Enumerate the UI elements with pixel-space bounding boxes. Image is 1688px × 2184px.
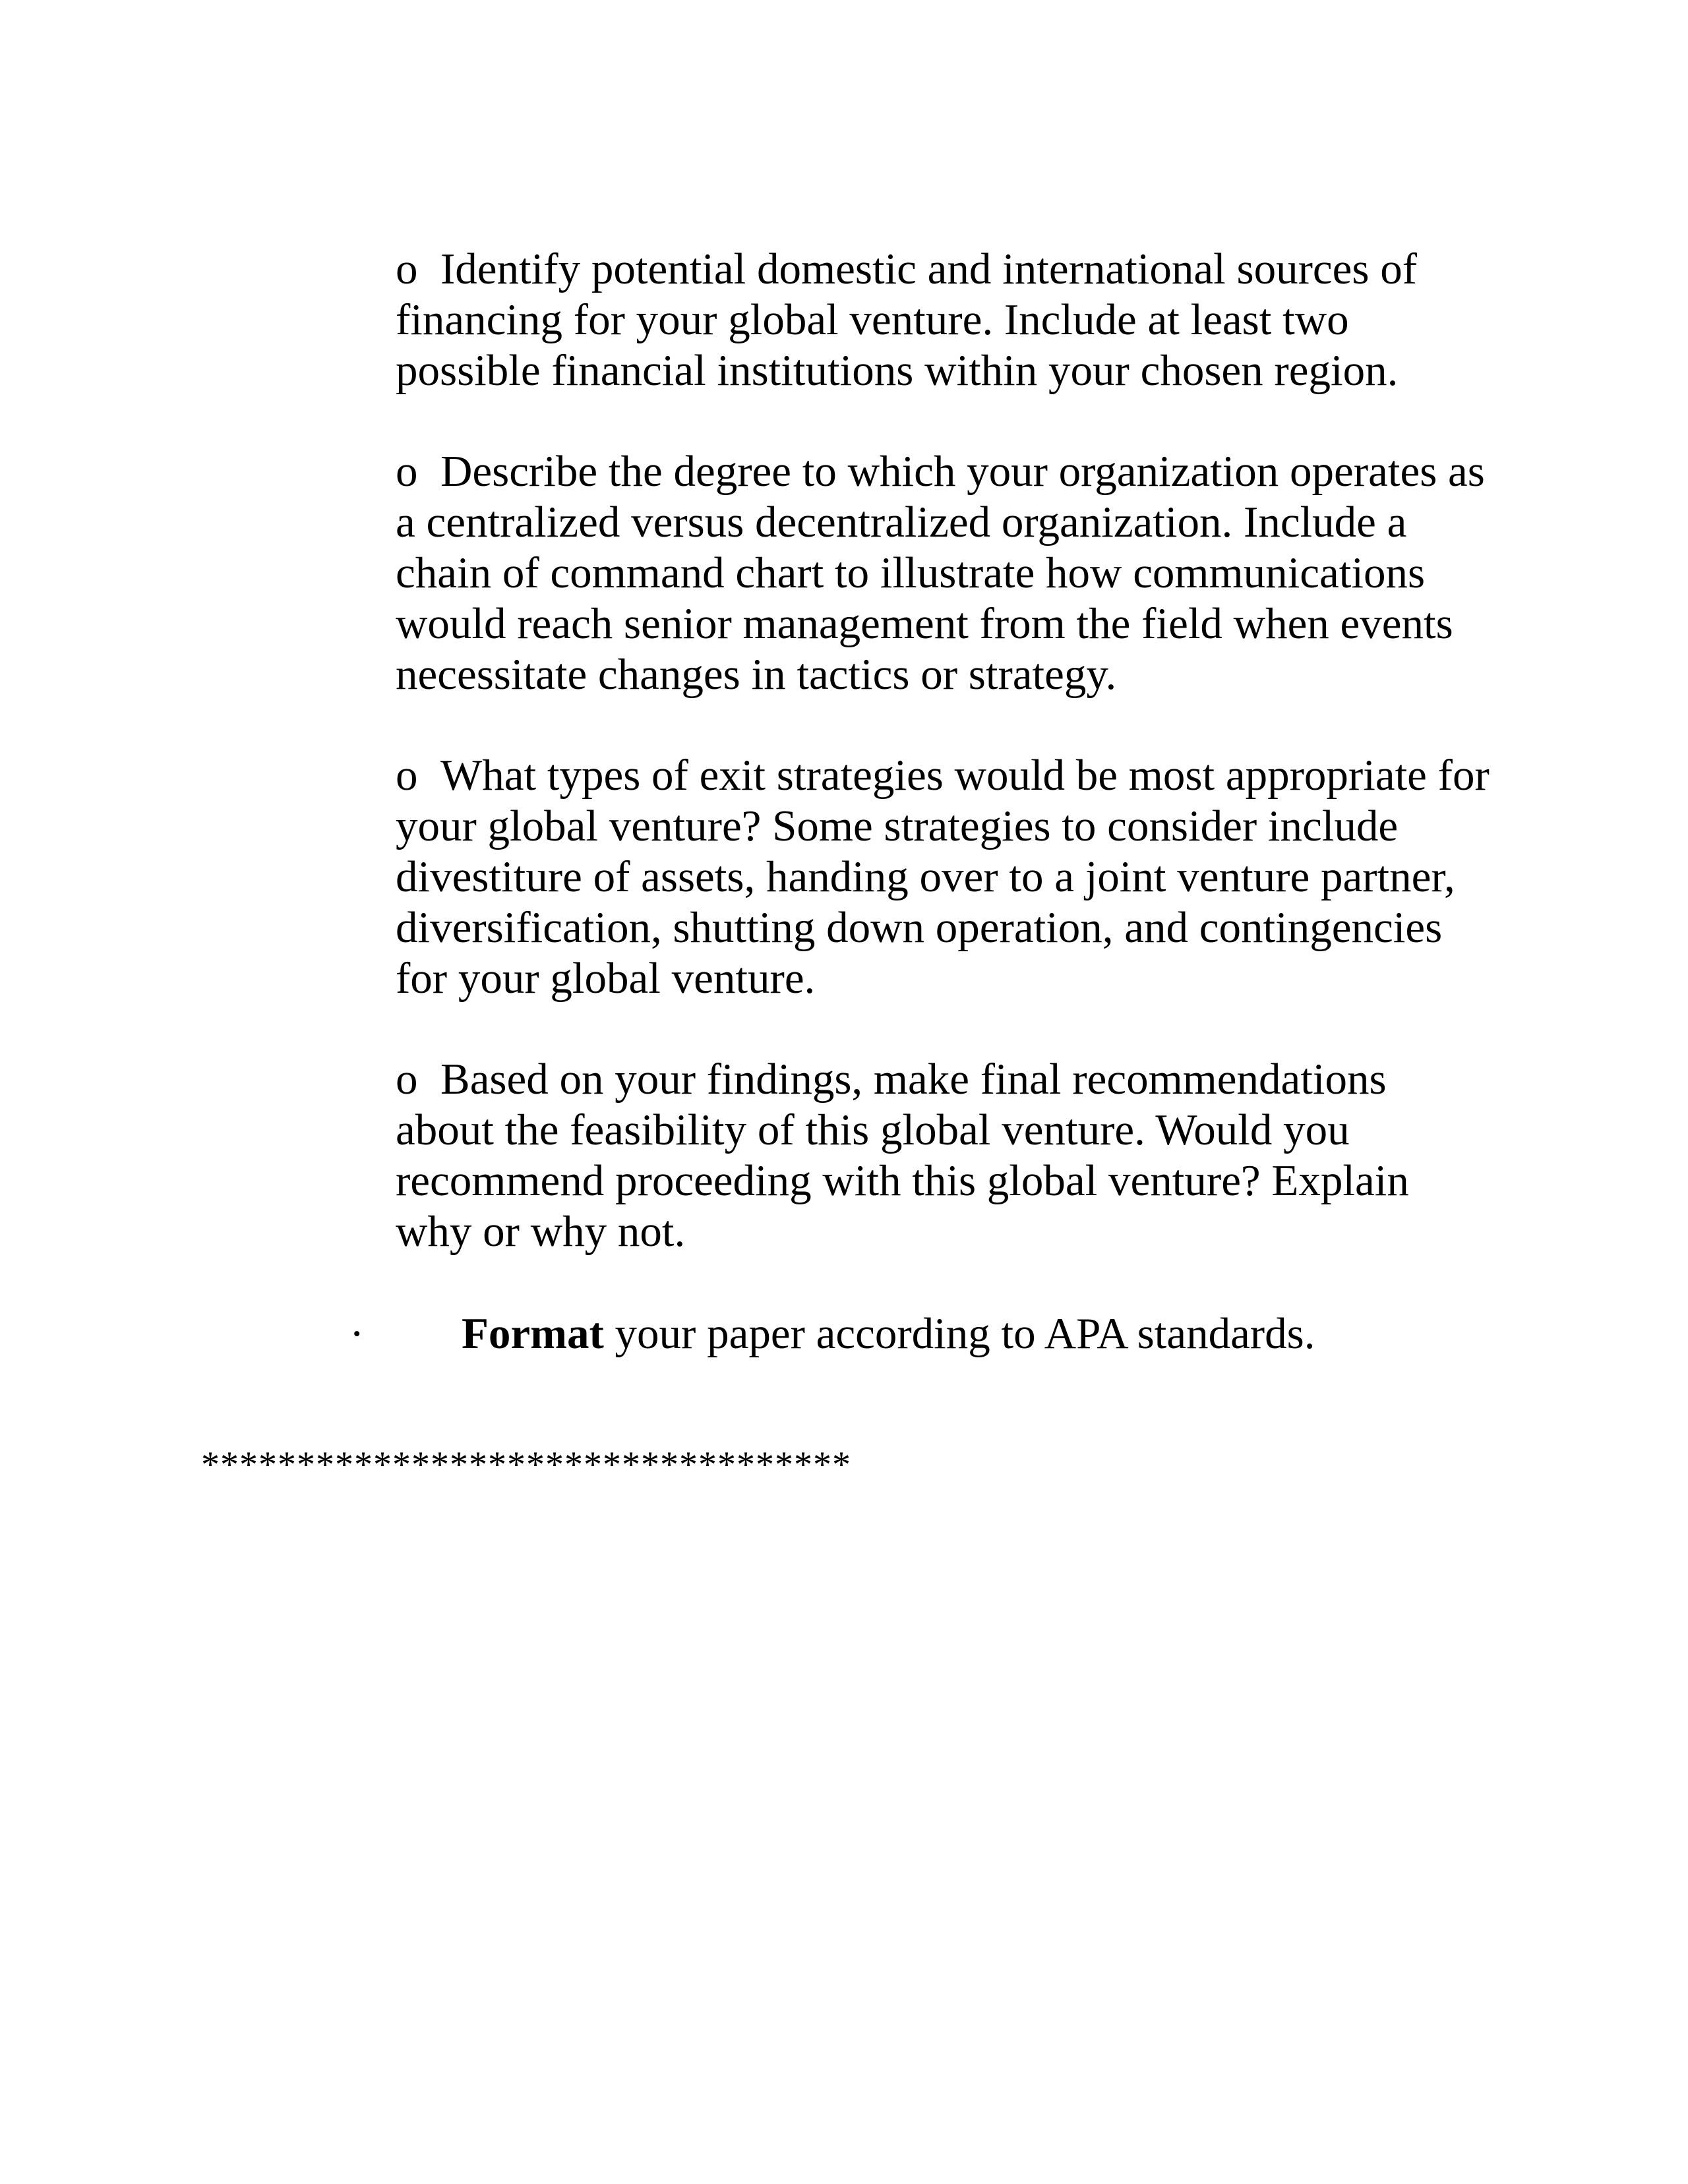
list-item [396, 446, 1530, 700]
list-item-text: Identify potential domestic and international sources of [440, 245, 1418, 293]
list-item-line: financing for your global venture. Include at least two [396, 295, 1349, 344]
list-item-line: divestiture of assets, handing over to a joint venture partner, [396, 852, 1455, 901]
format-bullet [349, 1309, 1315, 1359]
list-item-line: recommend proceeding with this global venture? Explain [396, 1156, 1409, 1205]
list-marker: o [396, 751, 418, 800]
list-item-line: why or why not. [396, 1207, 686, 1256]
bullet-bold-text: Format [462, 1309, 604, 1358]
list-marker: o [396, 447, 418, 496]
list-item-text: What types of exit strategies would be most appropriate for [440, 751, 1490, 800]
list-item-line [396, 446, 1530, 497]
bullet-marker: · [349, 1309, 365, 1358]
list-item-line: would reach senior management from the field when events [396, 599, 1453, 648]
list-item-line: your global venture? Some strategies to consider include [396, 802, 1399, 850]
list-item-line [396, 244, 1530, 295]
list-marker: o [396, 245, 418, 293]
requirements-sub-list [396, 244, 1530, 1307]
list-item [396, 244, 1530, 396]
bullet-text: your paper according to APA standards. [603, 1309, 1315, 1358]
list-item-line [396, 750, 1530, 801]
list-item [396, 750, 1530, 1004]
list-item-line: a centralized versus decentralized organization. Include a [396, 498, 1407, 546]
list-item-line: chain of command chart to illustrate how communications [396, 548, 1426, 597]
list-item [396, 1054, 1530, 1257]
asterisk-separator: ********************************** [201, 1444, 851, 1485]
list-item-line: about the feasibility of this global venture. Would you [396, 1106, 1350, 1154]
list-item-line: possible financial institutions within your chosen region. [396, 346, 1399, 395]
list-item-line: for your global venture. [396, 954, 816, 1003]
list-item-line [396, 1054, 1530, 1105]
list-item-line: necessitate changes in tactics or strategy. [396, 650, 1117, 699]
list-item-line: diversification, shutting down operation, and contingencies [396, 903, 1443, 952]
list-item-text: Based on your findings, make final recommendations [440, 1055, 1387, 1104]
list-marker: o [396, 1055, 418, 1104]
list-item-text: Describe the degree to which your organization operates as [440, 447, 1485, 496]
